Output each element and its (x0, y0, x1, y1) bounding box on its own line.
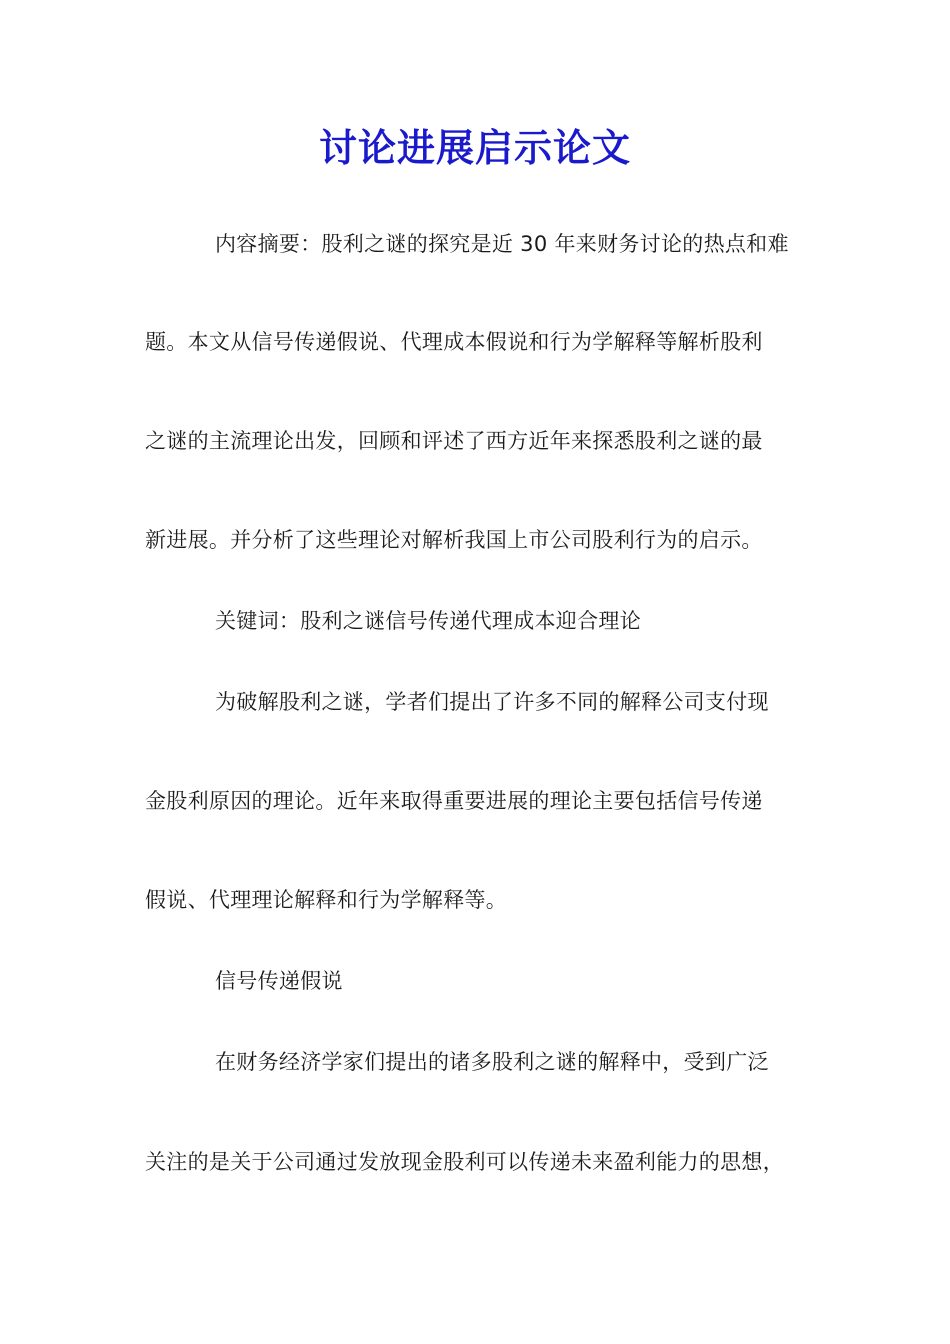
abstract-line: 新进展。并分析了这些理论对解析我国上市公司股利行为的启示。 (145, 528, 763, 552)
section-heading: 信号传递假说 (215, 969, 343, 993)
paragraph-line: 金股利原因的理论。近年来取得重要进展的理论主要包括信号传递 (145, 789, 763, 813)
paragraph-line: 关注的是关于公司通过发放现金股利可以传递未来盈利能力的思想， (145, 1150, 784, 1174)
document-title: 讨论进展启示论文 (318, 125, 631, 170)
paragraph-line: 在财务经济学家们提出的诸多股利之谜的解释中，受到广泛 (215, 1050, 769, 1074)
keywords-line: 关键词：股利之谜信号传递代理成本迎合理论 (215, 609, 641, 633)
abstract-line: 之谜的主流理论出发，回顾和评述了西方近年来探悉股利之谜的最 (145, 429, 763, 453)
paragraph-line: 假说、代理理论解释和行为学解释等。 (145, 888, 508, 912)
abstract-line: 题。本文从信号传递假说、代理成本假说和行为学解释等解析股利 (145, 330, 763, 354)
paragraph-line: 为破解股利之谜，学者们提出了许多不同的解释公司支付现 (215, 690, 769, 714)
abstract-line: 内容摘要：股利之谜的探究是近 30 年来财务讨论的热点和难 (215, 232, 789, 256)
